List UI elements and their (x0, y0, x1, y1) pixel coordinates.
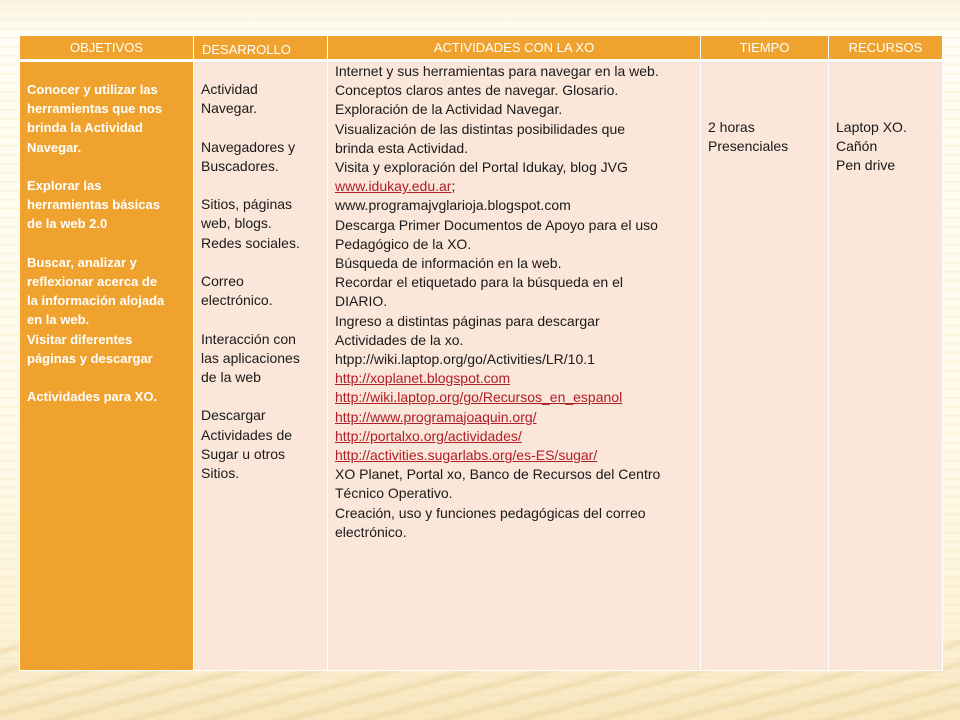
actividad-line: htpp://wiki.laptop.org/go/Activities/LR/10.1 (335, 351, 595, 368)
actividad-link[interactable]: www.idukay.edu.ar (335, 178, 452, 195)
desarrollo-line: las aplicaciones (201, 349, 300, 366)
actividad-line: brinda esta Actividad. (335, 139, 469, 156)
desarrollo-line: Sitios, páginas (201, 196, 293, 213)
actividad-line: XO Planet, Portal xo, Banco de Recursos del Centro (335, 466, 661, 483)
actividades-cell (328, 61, 701, 671)
desarrollo-line: Redes sociales. (201, 234, 300, 251)
spacer (201, 176, 321, 195)
objetivo-line: herramientas básicas (27, 197, 160, 213)
actividad-link[interactable]: http://wiki.laptop.org/go/Recursos_en_espanol (335, 389, 623, 406)
objetivo-line: Navegar. (27, 139, 82, 155)
desarrollo-line: Sitios. (201, 464, 240, 481)
actividad-link-line (335, 408, 694, 427)
objetivo-line: la información alojada (27, 293, 165, 309)
actividad-line: Ingreso a distintas páginas para descargar (335, 312, 600, 329)
objetivo-line: Buscar, analizar y (27, 254, 137, 270)
header-desarrollo: DESARROLLO (194, 36, 328, 61)
desarrollo-line: Buscadores. (201, 157, 279, 174)
actividad-line: Técnico Operativo. (335, 485, 453, 502)
objetivo-line: herramientas que nos (27, 101, 163, 117)
plan-table (19, 35, 943, 671)
spacer (27, 157, 187, 176)
objetivo-line: en la web. (27, 312, 90, 328)
objetivos-cell (20, 61, 194, 671)
top-decoration (0, 0, 960, 30)
header-tiempo: TIEMPO (701, 36, 829, 61)
desarrollo-line: de la web (201, 368, 261, 385)
recurso-line: Cañón (836, 138, 878, 155)
objetivo-line: reflexionar acerca de (27, 274, 158, 289)
content-row (20, 61, 943, 671)
tiempo-cell (701, 61, 829, 671)
header-row (20, 36, 943, 61)
tiempo-line: Presenciales (708, 138, 789, 155)
actividad-line: www.programajvglarioja.blogspot.com (335, 197, 571, 214)
desarrollo-line: web, blogs. (201, 215, 272, 232)
desarrollo-line: Navegadores y (201, 138, 296, 155)
header-objetivos: OBJETIVOS (20, 36, 194, 61)
desarrollo-line: Actividad (201, 81, 258, 97)
spacer (27, 368, 187, 387)
objetivo-line: Visitar diferentes (27, 331, 133, 347)
actividad-link[interactable]: http://portalxo.org/actividades/ (335, 427, 522, 444)
recurso-line: Laptop XO. (836, 119, 907, 135)
actividad-line: Creación, uso y funciones pedagógicas del correo (335, 504, 646, 521)
tiempo-line: 2 horas (708, 119, 755, 135)
header-recursos: RECURSOS (829, 36, 943, 61)
objetivo-line: Conocer y utilizar las (27, 82, 158, 97)
actividad-line: Internet y sus herramientas para navegar en la web. (335, 63, 659, 79)
objetivo-line: brinda la Actividad (27, 120, 143, 136)
spacer (201, 387, 321, 406)
actividad-link-line (335, 446, 694, 465)
header-actividades: ACTIVIDADES CON LA XO (328, 36, 701, 61)
desarrollo-line: Sugar u otros (201, 445, 286, 462)
spacer (201, 118, 321, 137)
desarrollo-line: Correo (201, 272, 244, 289)
spacer (201, 253, 321, 272)
actividad-line: Descarga Primer Documentos de Apoyo para el uso (335, 216, 658, 233)
spacer (201, 310, 321, 329)
actividad-link-line (335, 427, 694, 446)
desarrollo-line: Navegar. (201, 100, 258, 117)
recursos-cell (829, 61, 943, 671)
actividad-link-line (335, 369, 694, 388)
actividad-line: DIARIO. (335, 293, 388, 310)
actividad-line: Visualización de las distintas posibilidades que (335, 120, 626, 137)
desarrollo-cell (194, 61, 328, 671)
actividad-line: electrónico. (335, 523, 407, 540)
actividad-link[interactable]: http://www.programajoaquin.org/ (335, 408, 537, 425)
actividad-line: Búsqueda de información en la web. (335, 255, 562, 272)
actividad-line: Visita y exploración del Portal Idukay, blog JVG (335, 159, 628, 176)
spacer (27, 234, 187, 253)
actividad-line: Pedagógico de la XO. (335, 235, 472, 252)
objetivo-line: páginas y descargar (27, 350, 153, 366)
desarrollo-line: Actividades de (201, 426, 293, 443)
actividad-line: Exploración de la Actividad Navegar. (335, 101, 563, 118)
actividad-line: Recordar el etiquetado para la búsqueda en el (335, 274, 623, 291)
actividad-line: Conceptos claros antes de navegar. Glosario. (335, 82, 619, 99)
objetivo-line: Explorar las (27, 178, 102, 193)
objetivo-line: Actividades para XO. (27, 389, 158, 405)
desarrollo-line: electrónico. (201, 292, 273, 309)
actividad-line: Actividades de la xo. (335, 331, 464, 348)
link-suffix: ; (451, 178, 456, 195)
objetivo-line: de la web 2.0 (27, 216, 108, 232)
actividad-link-line (335, 388, 694, 407)
actividad-link-line (335, 177, 694, 196)
desarrollo-line: Interacción con (201, 330, 296, 347)
actividad-link[interactable]: http://activities.sugarlabs.org/es-ES/sugar/ (335, 447, 598, 464)
actividad-link[interactable]: http://xoplanet.blogspot.com (335, 370, 511, 387)
recurso-line: Pen drive (836, 157, 896, 174)
desarrollo-line: Descargar (201, 407, 266, 424)
